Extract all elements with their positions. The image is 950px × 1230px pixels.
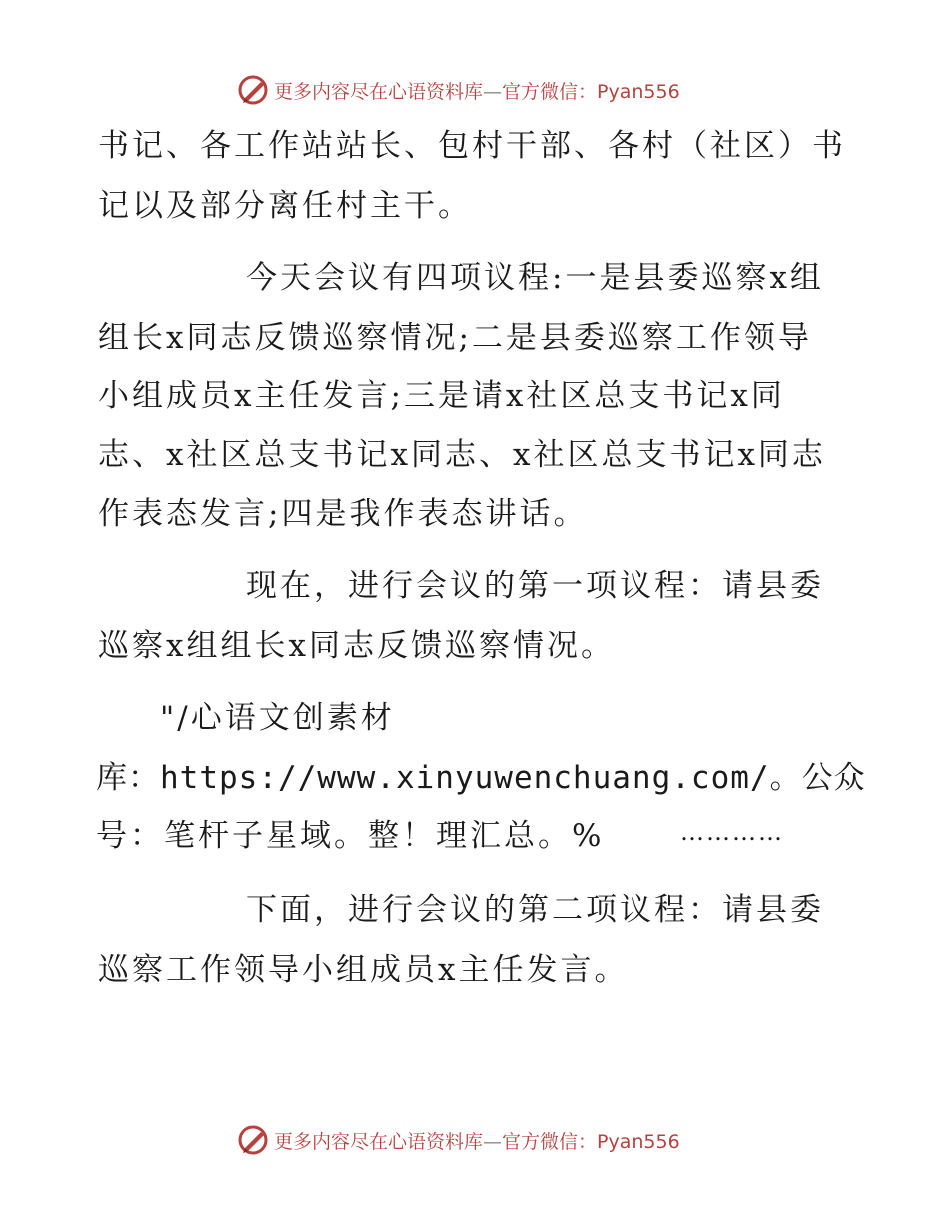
paragraph-1-line-2: 记以及部分离任村主干。	[98, 188, 472, 224]
watermark-text: 更多内容尽在心语资料库	[274, 80, 484, 103]
ellipsis-dots: …………	[680, 818, 784, 846]
paragraph-2-line-1: 今天会议有四项议程:一是县委巡察x组	[246, 260, 824, 296]
paragraph-4-line-3: 号：笔杆子星域。整！理汇总。%	[96, 818, 605, 854]
footer-watermark	[236, 1122, 680, 1158]
watermark-contact: 官方微信：Pyan556	[502, 80, 680, 103]
paragraph-1-line-1: 书记、各工作站站长、包村干部、各村（社区）书	[98, 128, 846, 164]
pen-logo-icon	[236, 1123, 270, 1157]
watermark-dash: —	[483, 1130, 503, 1153]
paragraph-2-line-5: 作表态发言;四是我作表态讲话。	[98, 496, 588, 532]
watermark-contact: 官方微信：Pyan556	[502, 1130, 680, 1153]
watermark-dash: —	[483, 80, 503, 103]
paragraph-5-line-1: 下面，进行会议的第二项议程：请县委	[246, 892, 824, 928]
paragraph-2-line-4: 志、x社区总支书记x同志、x社区总支书记x同志	[98, 437, 826, 473]
header-watermark	[236, 72, 680, 108]
paragraph-3-line-2: 巡察x组组长x同志反馈巡察情况。	[98, 628, 615, 664]
paragraph-4-line-2: 库：https://www.xinyuwenchuang.com/。公众	[96, 760, 866, 796]
pen-logo-icon	[236, 73, 270, 107]
paragraph-2-line-3: 小组成员x主任发言;三是请x社区总支书记x同	[98, 378, 785, 414]
watermark-text: 更多内容尽在心语资料库	[274, 1130, 484, 1153]
paragraph-4-line-1: "/心语文创素材	[160, 700, 395, 736]
paragraph-2-line-2: 组长x同志反馈巡察情况;二是县委巡察工作领导	[98, 320, 812, 356]
paragraph-5-line-2: 巡察工作领导小组成员x主任发言。	[98, 952, 629, 988]
paragraph-3-line-1: 现在，进行会议的第一项议程：请县委	[246, 568, 824, 604]
